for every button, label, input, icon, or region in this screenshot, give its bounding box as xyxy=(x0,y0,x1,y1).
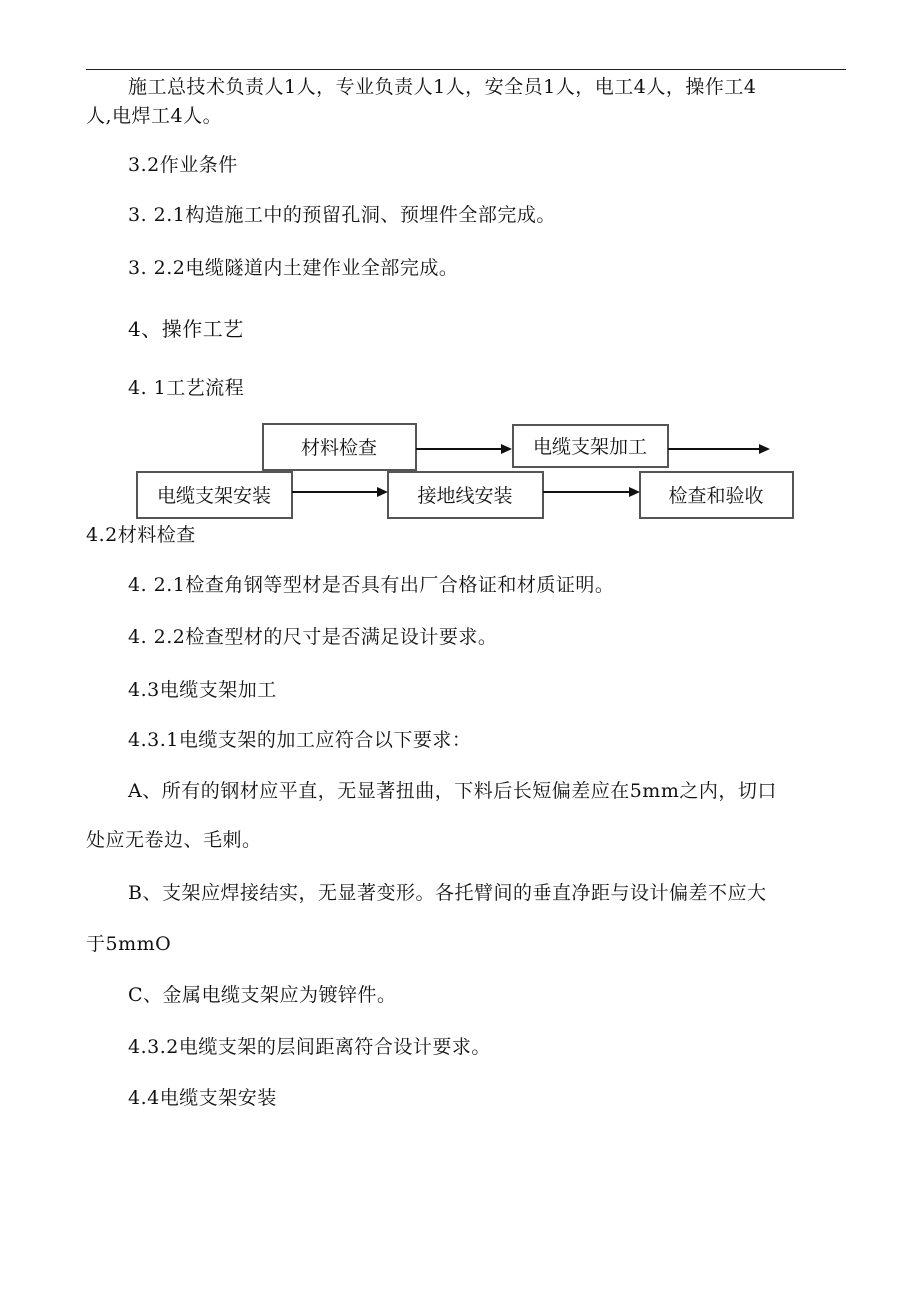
paragraph-staffing-line1: 施工总技术负责人1人，专业负责人1人，安全员1人，电工4人，操作工4 xyxy=(128,76,757,98)
process-flowchart xyxy=(0,0,920,540)
flow-arrowhead-ground-to-inspect xyxy=(629,487,640,497)
item-3-2-1: 3. 2.1构造施工中的预留孔洞、预埋件全部完成。 xyxy=(128,204,556,226)
item-b-line2: 于5mmO xyxy=(86,933,172,955)
flow-label-ground-wire: 接地线安装 xyxy=(417,485,513,507)
item-b-line1: B、支架应焊接结实，无显著变形。各托臂间的垂直净距与设计偏差不应大 xyxy=(128,882,767,904)
flow-arrowhead-process-out xyxy=(759,444,770,454)
item-c: C、金属电缆支架应为镀锌件。 xyxy=(128,984,397,1006)
heading-4: 4、操作工艺 xyxy=(128,317,244,341)
item-a-line1: A、所有的钢材应平直，无显著扭曲，下料后长短偏差应在5mm之内，切口 xyxy=(128,780,777,802)
item-4-2-1: 4. 2.1检查角钢等型材是否具有出厂合格证和材质证明。 xyxy=(128,574,615,596)
item-a-line2: 处应无卷边、毛刺。 xyxy=(86,829,262,851)
flow-label-bracket-process: 电缆支架加工 xyxy=(532,436,648,458)
heading-4-4: 4.4电缆支架安装 xyxy=(128,1087,277,1109)
flow-label-install-bracket: 电缆支架安装 xyxy=(156,485,272,507)
paragraph-staffing-line2: 人,电焊工4人。 xyxy=(86,105,223,127)
item-4-2-2: 4. 2.2检查型材的尺寸是否满足设计要求。 xyxy=(128,626,498,648)
heading-3-2: 3.2作业条件 xyxy=(128,154,238,176)
flow-arrowhead-check-to-process xyxy=(501,444,512,454)
item-4-3-1: 4.3.1电缆支架的加工应符合以下要求： xyxy=(128,729,472,751)
heading-4-1: 4. 1工艺流程 xyxy=(128,377,245,399)
flow-arrowhead-install-to-ground xyxy=(377,487,388,497)
item-3-2-2: 3. 2.2电缆隧道内土建作业全部完成。 xyxy=(128,257,459,279)
flow-label-material-check: 材料检查 xyxy=(300,437,378,459)
flow-label-inspect-accept: 检查和验收 xyxy=(668,485,764,507)
heading-4-3: 4.3电缆支架加工 xyxy=(128,679,277,701)
item-4-3-2: 4.3.2电缆支架的层间距离符合设计要求。 xyxy=(128,1036,491,1058)
heading-4-2: 4.2材料检查 xyxy=(86,524,196,546)
